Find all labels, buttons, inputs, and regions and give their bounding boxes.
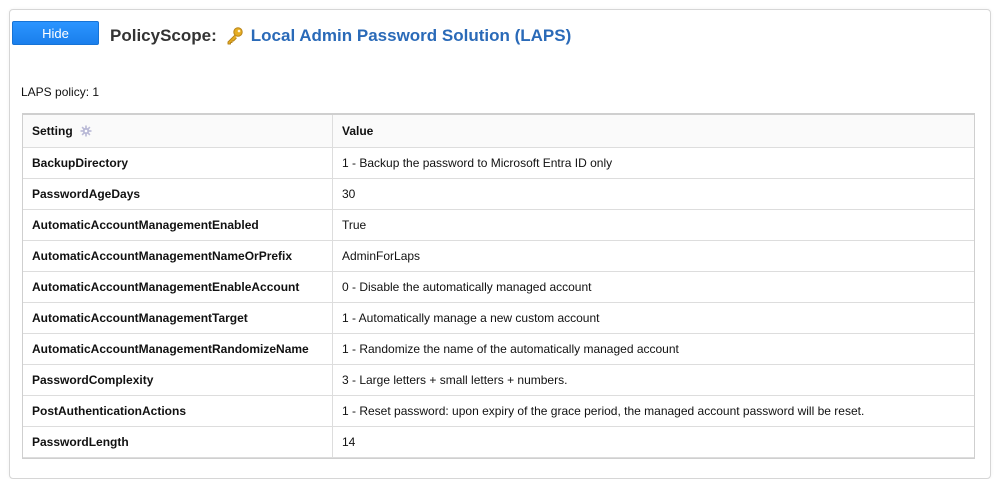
table-row [23,396,974,427]
setting-value: 1 - Automatically manage a new custom account [333,303,975,334]
setting-value: 1 - Reset password: upon expiry of the grace period, the managed account password will be reset. [333,396,975,427]
table-row [23,427,974,458]
table-header-row [23,115,974,148]
table-row [23,365,974,396]
setting-value: 0 - Disable the automatically managed account [333,272,975,303]
table-row [23,241,974,272]
setting-name: AutomaticAccountManagementNameOrPrefix [23,241,333,272]
setting-name: BackupDirectory [23,148,333,179]
policy-scope-name: Local Admin Password Solution (LAPS) [250,26,572,45]
value-column-header: Value [333,115,975,148]
policy-header [12,21,571,51]
setting-value: True [333,210,975,241]
table-row [23,334,974,365]
hide-button[interactable]: Hide [12,21,99,45]
setting-value: 3 - Large letters + small letters + numbers. [333,365,975,396]
laps-policy-count: LAPS policy: 1 [21,85,100,99]
key-icon [225,26,245,46]
setting-name: PasswordComplexity [23,365,333,396]
setting-value: 1 - Randomize the name of the automatically managed account [333,334,975,365]
setting-name: AutomaticAccountManagementEnableAccount [23,272,333,303]
setting-value: AdminForLaps [333,241,975,272]
setting-column-header[interactable] [23,115,333,148]
setting-name: AutomaticAccountManagementEnabled [23,210,333,241]
table-row [23,272,974,303]
setting-name: AutomaticAccountManagementTarget [23,303,333,334]
gear-icon[interactable] [80,125,92,137]
setting-header-label: Setting [32,124,73,138]
table-row [23,148,974,179]
setting-value: 1 - Backup the password to Microsoft Entra ID only [333,148,975,179]
policy-scope-label: PolicyScope: [110,26,217,45]
settings-table [22,113,975,459]
table-row [23,303,974,334]
setting-value: 30 [333,179,975,210]
setting-name: PostAuthenticationActions [23,396,333,427]
table-row [23,210,974,241]
setting-name: AutomaticAccountManagementRandomizeName [23,334,333,365]
table-row [23,179,974,210]
setting-name: PasswordAgeDays [23,179,333,210]
setting-value: 14 [333,427,975,458]
setting-name: PasswordLength [23,427,333,458]
